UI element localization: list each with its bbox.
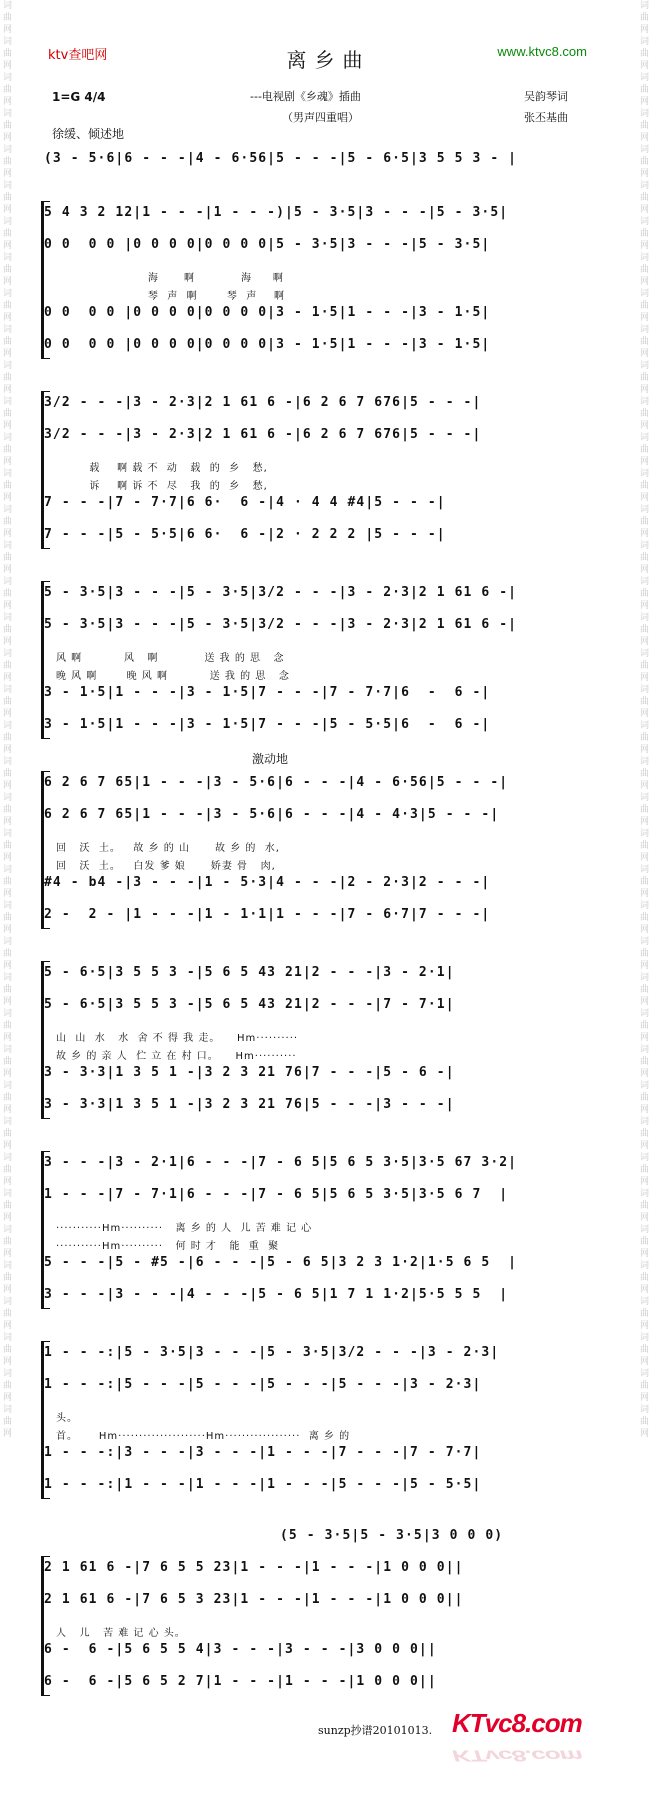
system-brace [41,201,50,359]
lyric-line: 海 啊 海 啊 [56,273,284,283]
lyric-line: 风 啊 风 啊 送 我 的 思 念 [56,653,285,663]
voice-part-line: 1 - - -:|3 - - -|3 - - -|1 - - -|7 - - -|7 - 7·7| [44,1445,482,1460]
voice-part-line: 7 - - -|7 - 7·7|6 6· 6 -|4 · 4 4 #4|5 - - -| [44,495,446,510]
lyric-line: ···········Hm·········· 何 时 才 能 重 聚 [56,1241,280,1251]
watermark-right: 词曲网词曲网词曲网词曲网词曲网词曲网词曲网词曲网词曲网词曲网词曲网词曲网词曲网词曲网词曲网词曲网词曲网词曲网词曲网词曲网词曲网词曲网词曲网词曲网词曲网词曲网词曲网词曲网词曲网词曲网词曲网词曲网词曲网词曲网词曲网词曲网词曲网词曲网词曲网词曲网 [640,1,650,1439]
site-logo[interactable]: KTvc8.com [452,1708,582,1738]
voices-note: （男声四重唱） [282,111,359,124]
voice-part-line: 7 - - -|5 - 5·5|6 6· 6 -|2 · 2 2 2 |5 - - -| [44,527,446,542]
lyric-line: 人 儿 苦 难 记 心 头。 [56,1628,186,1638]
voice-part-line: 3/2 - - -|3 - 2·3|2 1 61 6 -|6 2 6 7 676|5 - - -| [44,395,482,410]
voice-part-line: 6 - 6 -|5 6 5 5 4|3 - - -|3 - - -|3 0 0 0|| [44,1642,437,1657]
tempo-marking: 徐缓、倾述地 [52,127,125,141]
voice-part-line: 3/2 - - -|3 - 2·3|2 1 61 6 -|6 2 6 7 676|5 - - -| [44,427,482,442]
system-brace [41,391,50,549]
lyric-line: 山 山 水 水 舍 不 得 我 走。 Hm·········· [56,1033,299,1043]
voice-part-line: 3 - 3·3|1 3 5 1 -|3 2 3 21 76|7 - - -|5 - 6 -| [44,1065,455,1080]
voice-part-line: 5 - 6·5|3 5 5 3 -|5 6 5 43 21|2 - - -|3 - 2·1| [44,965,455,980]
system-prefix-line: (5 - 3·5|5 - 3·5|3 0 0 0) [280,1528,504,1543]
lyric-line: 回 沃 土。 白发 爹 娘 娇妻 骨 肉, [56,861,276,871]
lyric-line: 首。 Hm·····················Hm·················· 离 乡 的 [56,1431,351,1441]
system-brace [41,1151,50,1309]
voice-part-line: 5 - - -|5 - #5 -|6 - - -|5 - 6 5|3 2 3 1·2|1·5 6 5 | [44,1255,518,1270]
voice-part-line: 5 - 3·5|3 - - -|5 - 3·5|3/2 - - -|3 - 2·3|2 1 61 6 -| [44,617,518,632]
lyric-line: 故 乡 的 亲 人 伫 立 在 村 口。 Hm·········· [56,1051,297,1061]
voice-part-line: 5 - 3·5|3 - - -|5 - 3·5|3/2 - - -|3 - 2·3|2 1 61 6 -| [44,585,518,600]
voice-part-line: 2 1 61 6 -|7 6 5 5 23|1 - - -|1 - - -|1 0 0 0|| [44,1560,464,1575]
voice-part-line: #4 - b4 -|3 - - -|1 - 5·3|4 - - -|2 - 2·3|2 - - -| [44,875,491,890]
system-brace [41,1341,50,1499]
voice-part-line: 5 4 3 2 12|1 - - -|1 - - -)|5 - 3·5|3 - - -|5 - 3·5| [44,205,509,220]
voice-part-line: 6 2 6 7 65|1 - - -|3 - 5·6|6 - - -|4 - 6·56|5 - - -| [44,775,509,790]
lyric-line: 琴 声 啊 琴 声 啊 [56,291,285,301]
voice-part-line: 0 0 0 0 |0 0 0 0|0 0 0 0|3 - 1·5|1 - - -|3 - 1·5| [44,337,491,352]
voice-part-line: 2 1 61 6 -|7 6 5 3 23|1 - - -|1 - - -|1 0 0 0|| [44,1592,464,1607]
voice-part-line: 3 - - -|3 - - -|4 - - -|5 - 6 5|1 7 1 1·2|5·5 5 5 | [44,1287,509,1302]
key-signature: 1=G 4/4 [52,90,106,104]
site-logo-reflection: KTvc8.com [452,1746,582,1765]
lyricist: 吴韵琴词 [524,90,568,103]
site-link-left[interactable]: ktv查吧网 [48,48,108,63]
voice-part-line: 0 0 0 0 |0 0 0 0|0 0 0 0|5 - 3·5|3 - - -|5 - 3·5| [44,237,491,252]
lyric-line: 诉 啊 诉 不 尽 我 的 乡 愁, [56,481,268,491]
intro-line: (3 - 5·6|6 - - -|4 - 6·56|5 - - -|5 - 6·5|3 5 5 3 - | [44,151,518,166]
system-brace [41,961,50,1119]
voice-part-line: 1 - - -:|1 - - -|1 - - -|1 - - -|5 - - -|5 - 5·5| [44,1477,482,1492]
transcriber-credit: sunzp抄谱20101013. [318,1724,433,1737]
voice-part-line: 0 0 0 0 |0 0 0 0|0 0 0 0|3 - 1·5|1 - - -|3 - 1·5| [44,305,491,320]
voice-part-line: 6 - 6 -|5 6 5 2 7|1 - - -|1 - - -|1 0 0 0|| [44,1674,437,1689]
system-brace [41,1556,50,1696]
lyric-line: 晚 风 啊 晚 风 啊 送 我 的 思 念 [56,671,290,681]
tempo-marking-2: 激动地 [252,752,289,766]
system-brace [41,581,50,739]
voice-part-line: 1 - - -|7 - 7·1|6 - - -|7 - 6 5|5 6 5 3·5|3·5 6 7 | [44,1187,509,1202]
voice-part-line: 1 - - -:|5 - 3·5|3 - - -|5 - 3·5|3/2 - - -|3 - 2·3| [44,1345,500,1360]
watermark-left: 词曲网词曲网词曲网词曲网词曲网词曲网词曲网词曲网词曲网词曲网词曲网词曲网词曲网词曲网词曲网词曲网词曲网词曲网词曲网词曲网词曲网词曲网词曲网词曲网词曲网词曲网词曲网词曲网词曲网词曲网词曲网词曲网词曲网词曲网词曲网词曲网词曲网词曲网词曲网词曲网 [3,1,13,1439]
song-title: 离乡曲 [286,48,371,72]
lyric-line: 头。 [56,1413,78,1423]
voice-part-line: 3 - 1·5|1 - - -|3 - 1·5|7 - - -|5 - 5·5|6 - 6 -| [44,717,491,732]
site-link-right[interactable]: www.ktvc8.com [497,44,587,59]
voice-part-line: 1 - - -:|5 - - -|5 - - -|5 - - -|5 - - -|3 - 2·3| [44,1377,482,1392]
voice-part-line: 3 - 3·3|1 3 5 1 -|3 2 3 21 76|5 - - -|3 - - -| [44,1097,455,1112]
voice-part-line: 6 2 6 7 65|1 - - -|3 - 5·6|6 - - -|4 - 4·3|5 - - -| [44,807,500,822]
system-brace [41,771,50,929]
lyric-line: 载 啊 载 不 动 载 的 乡 愁, [56,463,268,473]
subtitle: ---电视剧《乡魂》插曲 [250,90,361,103]
voice-part-line: 3 - 1·5|1 - - -|3 - 1·5|7 - - -|7 - 7·7|6 - 6 -| [44,685,491,700]
lyric-line: ···········Hm·········· 离 乡 的 人 儿 苦 难 记 心 [56,1223,313,1233]
voice-part-line: 5 - 6·5|3 5 5 3 -|5 6 5 43 21|2 - - -|7 - 7·1| [44,997,455,1012]
lyric-line: 回 沃 土。 故 乡 的 山 故 乡 的 水, [56,843,280,853]
composer: 张丕基曲 [524,111,568,124]
voice-part-line: 2 - 2 - |1 - - -|1 - 1·1|1 - - -|7 - 6·7|7 - - -| [44,907,491,922]
voice-part-line: 3 - - -|3 - 2·1|6 - - -|7 - 6 5|5 6 5 3·5|3·5 67 3·2| [44,1155,518,1170]
